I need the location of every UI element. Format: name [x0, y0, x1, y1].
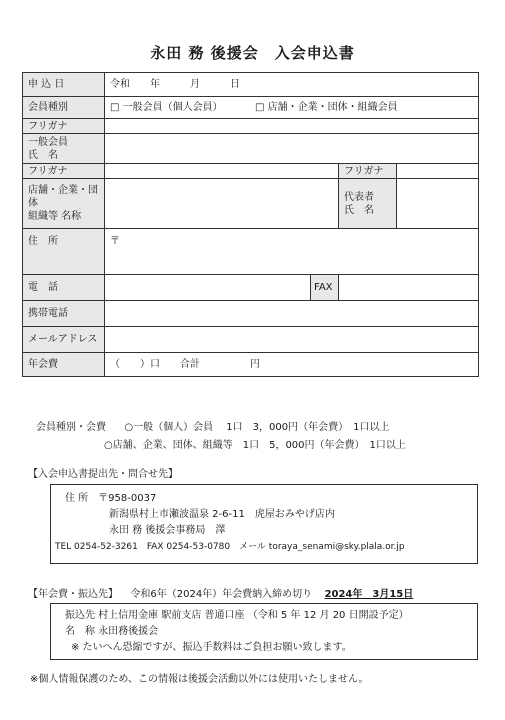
contact-address: 新潟県村上市瀬波温泉 2-6-11 虎屋おみやげ店内	[109, 509, 335, 520]
fee-info-line1	[36, 418, 389, 433]
email-label: メールアドレス	[23, 327, 105, 353]
address-field[interactable]	[105, 229, 479, 275]
postal-mark: 〒	[110, 236, 120, 247]
fee-general: ○一般（個人）会員 1口 3，000円（年会費） 1口以上	[124, 422, 390, 433]
contact-heading: 【入会申込書提出先・問合せ先】	[28, 469, 178, 480]
page-title: 永田 務 後援会 入会申込書	[150, 44, 355, 62]
fee-info-label: 会員種別・会費	[36, 422, 106, 433]
member-type-field[interactable]	[105, 97, 479, 119]
date-field[interactable]: 令和 年 月 日	[105, 73, 479, 97]
rep-name-label: 代表者 氏 名	[339, 179, 397, 229]
fax-label: FAX	[311, 275, 339, 301]
fee-info-line2: ○店舗、企業、団体、組織等 1口 5，000円（年会費） 1口以上	[104, 440, 406, 451]
fee-field[interactable]: （ ）口 合計 円	[105, 353, 479, 377]
fax-field[interactable]	[339, 275, 479, 301]
payment-deadline-text: 令和6年（2024年）年会費納入締め切り	[130, 589, 313, 600]
rep-name-field[interactable]	[397, 179, 479, 229]
payment-fee-note: ※ たいへん恐縮ですが、振込手数料はご負担お願い致します。	[71, 642, 352, 653]
phone-field[interactable]	[105, 275, 311, 301]
fee-label: 年会費	[23, 353, 105, 377]
general-furigana-field[interactable]	[105, 119, 479, 134]
contact-box	[50, 484, 478, 564]
org-furigana-label: フリガナ	[23, 164, 105, 179]
payment-box	[50, 603, 478, 660]
privacy-note: ※個人情報保護のため、この情報は後援会活動以外には使用いたしません。	[30, 674, 369, 685]
org-name-label: 店舗・企業・団 体 組織等 名称	[23, 179, 105, 229]
general-name-field[interactable]	[105, 134, 479, 164]
general-furigana-label: フリガナ	[23, 119, 105, 134]
date-label: 申 込 日	[23, 73, 105, 97]
rep-furigana-field[interactable]	[397, 164, 479, 179]
member-type-label: 会員種別	[23, 97, 105, 119]
phone-label: 電 話	[23, 275, 105, 301]
payment-deadline-date: 2024年 3月15日	[324, 589, 414, 600]
mobile-label: 携帯電話	[23, 301, 105, 327]
payment-heading-row	[28, 585, 413, 600]
general-member-checkbox[interactable]: □ 一般会員（個人会員）	[110, 102, 223, 113]
payment-heading: 【年会費・振込先】	[28, 589, 118, 600]
general-name-label: 一般会員 氏 名	[23, 134, 105, 164]
contact-phone-email: TEL 0254-52-3261 FAX 0254-53-0780 メール toraya_senami@sky.plala.or.jp	[55, 542, 405, 552]
application-form	[22, 72, 479, 377]
org-name-field[interactable]	[105, 179, 339, 229]
address-label: 住 所	[23, 229, 105, 275]
org-furigana-field[interactable]	[105, 164, 339, 179]
rep-furigana-label: フリガナ	[339, 164, 397, 179]
email-field[interactable]	[105, 327, 479, 353]
mobile-field[interactable]	[105, 301, 479, 327]
contact-office: 永田 務 後援会事務局 澤	[109, 525, 226, 536]
contact-address-postal: 住 所 〒958-0037	[65, 493, 157, 504]
org-member-checkbox[interactable]: □ 店舗・企業・団体・組織会員	[255, 102, 398, 113]
payment-account-name: 名 称 永田務後援会	[65, 626, 159, 637]
payment-account: 振込先 村上信用金庫 駅前支店 普通口座 （令和 5 年 12 月 20 日開設予定）	[65, 610, 409, 621]
